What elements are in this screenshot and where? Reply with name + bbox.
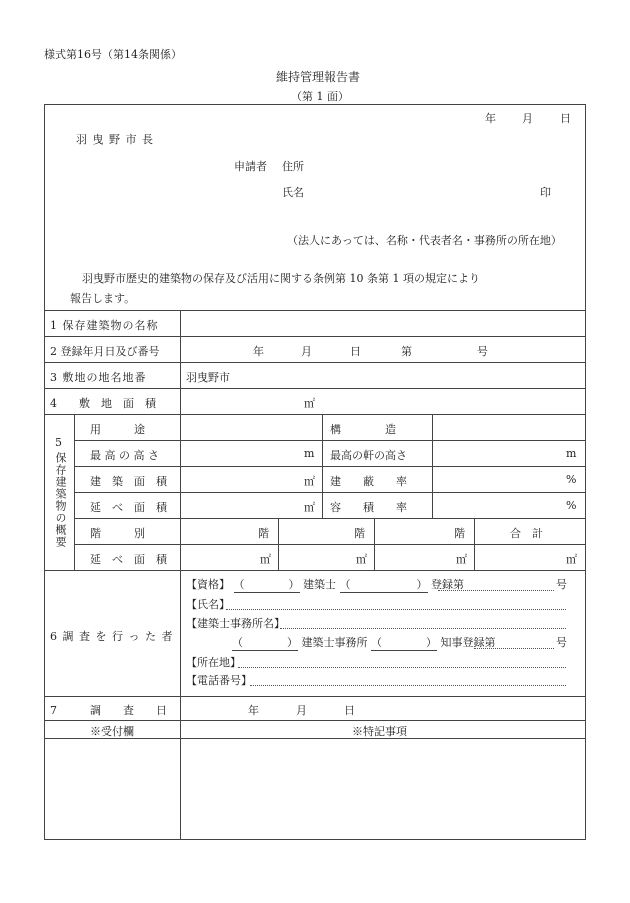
building-area-label: 建 築 面 積 [90,475,167,488]
row3-label: 3 敷地の地名地番 [50,371,147,384]
max-height-unit: m [304,447,315,460]
row5-vertical-title: 保存建築物の概要 [54,452,67,548]
date-month: 月 [522,112,533,125]
corporate-note: （法人にあっては、名称・代表者名・事務所の所在地） [287,234,562,247]
floor-area2-unit-3: ㎡ [456,553,467,566]
floor-area-label: 延 べ 面 積 [90,501,167,514]
kenchikushi-label: 建築士 [303,578,336,591]
row4-unit: ㎡ [304,397,315,410]
form-title: 維持管理報告書 [276,70,361,84]
floor-label: 階 別 [90,527,145,540]
row2-label: 2 登録年月日及び番号 [50,345,160,358]
qual-line [186,576,464,593]
floor-area2-unit-1: ㎡ [260,553,271,566]
row2-year: 年 [253,345,264,358]
qual-paren-2[interactable]: （ ） [339,578,428,591]
office-paren-2[interactable]: （ ） [371,636,437,649]
row7-label: 7 調 査 日 [50,704,167,717]
reception-area[interactable] [46,740,179,838]
row2-dai: 第 [401,345,412,358]
floor-area2-label: 延 べ 面 積 [90,553,167,566]
total-label: 合 計 [510,527,543,540]
far-unit: % [566,499,577,512]
qual-paren-1[interactable]: （ ） [233,578,300,591]
floor-unit-2: 階 [354,527,365,540]
use-label: 用 途 [90,423,145,436]
max-height-label: 最 高 の 高 さ [90,449,159,462]
row5-num: 5 [55,436,62,449]
max-eave-unit: m [566,447,577,460]
floor-unit-3: 階 [454,527,465,540]
chiji-toroku: 知事登録第 [440,636,496,649]
address-label: 【所在地】 [186,656,241,669]
office-line [232,634,496,651]
applicant-label: 申請者 [234,160,267,173]
qual-label: 【資格】 [186,578,230,591]
page-label: （第 1 面） [291,90,349,103]
row3-value[interactable]: 羽曳野市 [186,371,230,384]
name-label: 【氏名】 [186,598,230,611]
floor-area2-unit-total: ㎡ [566,553,577,566]
row2-go: 号 [477,345,488,358]
reception-label: ※受付欄 [90,725,134,738]
row2-month: 月 [301,345,312,358]
notes-label: ※特記事項 [352,725,407,738]
applicant-name-label[interactable]: 氏名 [282,186,304,199]
applicant-address-label[interactable]: 住所 [282,160,304,173]
max-eave-label: 最高の軒の高さ [330,449,407,462]
date-year: 年 [485,112,496,125]
toroku-label: 登録第 [431,578,464,591]
row7-year: 年 [248,704,259,717]
office-label: 【建築士事務所名】 [186,617,285,630]
form-number: 様式第16号（第14条関係） [44,48,182,61]
structure-label: 構 造 [330,423,396,436]
row7-month: 月 [296,704,307,717]
building-area-unit: ㎡ [304,475,315,488]
qual-go: 号 [556,578,567,591]
row6-label: 6 調 査 を 行 っ た 者 [50,630,174,643]
floor-area-unit: ㎡ [304,501,315,514]
floor-area2-unit-2: ㎡ [356,553,367,566]
row2-day: 日 [350,345,361,358]
office-paren-1[interactable]: （ ） [232,636,298,649]
far-label: 容 積 率 [330,501,407,514]
phone-label: 【電話番号】 [186,674,252,687]
addressee: 羽 曳 野 市 長 [76,133,154,146]
coverage-label: 建 蔽 率 [330,475,407,488]
row7-day: 日 [344,704,355,717]
floor-unit-1: 階 [258,527,269,540]
office-type: 建築士事務所 [301,636,368,649]
seal-mark: 印 [540,186,551,199]
statement-line-2: 報告します。 [70,292,136,305]
row1-label: 1 保存建築物の名称 [50,319,159,332]
statement-line-1: 羽曳野市歴史的建築物の保存及び活用に関する条例第 10 条第 1 項の規定により [82,272,480,285]
row4-label: 4 敷 地 面 積 [50,397,156,410]
notes-area[interactable] [182,740,584,838]
office-go: 号 [556,636,567,649]
date-day: 日 [560,112,571,125]
coverage-unit: % [566,473,577,486]
